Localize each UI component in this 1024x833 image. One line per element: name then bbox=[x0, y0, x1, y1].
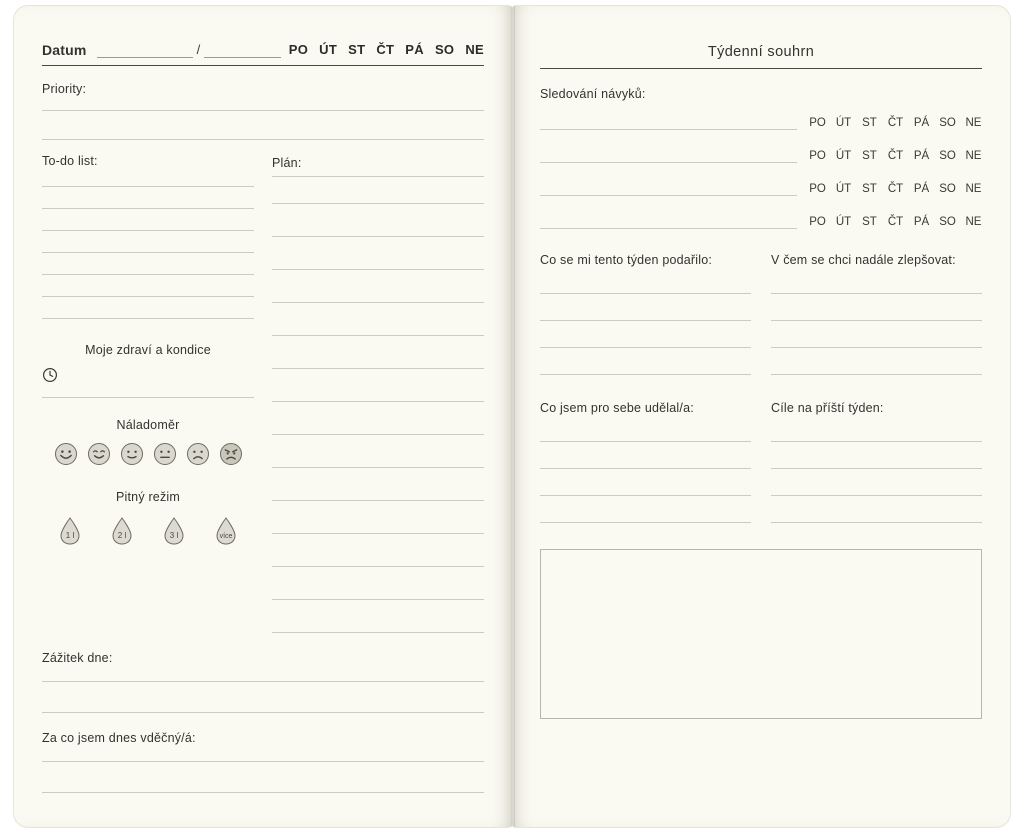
weekday-so[interactable]: SO bbox=[434, 42, 455, 57]
self-care-line[interactable] bbox=[540, 468, 751, 469]
habit-day-so[interactable]: SO bbox=[939, 117, 956, 129]
health-title: Moje zdraví a kondice bbox=[85, 343, 211, 357]
date-separator: / bbox=[196, 42, 201, 57]
priorities-line[interactable] bbox=[42, 139, 484, 140]
water-title: Pitný režim bbox=[115, 490, 181, 504]
svg-text:2 l: 2 l bbox=[117, 531, 127, 540]
achievements-line[interactable] bbox=[540, 293, 751, 294]
habit-day-po[interactable]: PO bbox=[809, 117, 826, 129]
habit-row[interactable] bbox=[540, 150, 982, 163]
habit-day-ct[interactable]: ČT bbox=[887, 117, 904, 129]
habit-row[interactable] bbox=[540, 183, 982, 196]
habit-day-ct[interactable]: ČT bbox=[887, 150, 904, 162]
mood-scale[interactable] bbox=[42, 442, 254, 466]
habit-row[interactable] bbox=[540, 216, 982, 229]
plan-line[interactable] bbox=[272, 500, 484, 501]
reflection-top-columns bbox=[540, 253, 982, 375]
plan-line[interactable] bbox=[272, 269, 484, 270]
experience-label: Zážitek dne: bbox=[42, 651, 113, 665]
face-neutral-icon[interactable] bbox=[153, 442, 177, 466]
achievements-label: Co se mi tento týden podařilo: bbox=[540, 253, 713, 267]
svg-text:více: více bbox=[219, 533, 233, 540]
weekday-ut[interactable]: ÚT bbox=[319, 42, 338, 57]
weekday-po[interactable]: PO bbox=[288, 42, 309, 57]
habit-day-ne[interactable]: NE bbox=[965, 150, 982, 162]
habit-day-ut[interactable]: ÚT bbox=[835, 216, 852, 228]
improvements-line[interactable] bbox=[771, 293, 982, 294]
todo-label: To-do list: bbox=[42, 154, 98, 168]
achievements-line[interactable] bbox=[540, 320, 751, 321]
plan-line[interactable] bbox=[272, 368, 484, 369]
plan-line[interactable] bbox=[272, 236, 484, 237]
date-header-underline bbox=[42, 65, 484, 66]
habit-day-st[interactable]: ST bbox=[862, 150, 877, 162]
improvements-line[interactable] bbox=[771, 320, 982, 321]
priorities-lines[interactable] bbox=[42, 110, 484, 140]
todo-line[interactable] bbox=[42, 274, 254, 275]
water-drop-2l-icon[interactable] bbox=[109, 516, 135, 551]
experience-line[interactable] bbox=[42, 681, 484, 682]
self-care-line[interactable] bbox=[540, 495, 751, 496]
left-page-content bbox=[14, 6, 512, 827]
next-week-goals-line[interactable] bbox=[771, 522, 982, 523]
weekly-summary-title: Týdenní souhrn bbox=[707, 44, 815, 60]
improvements-line[interactable] bbox=[771, 374, 982, 375]
date-day-field[interactable] bbox=[97, 43, 193, 58]
svg-text:3 l: 3 l bbox=[169, 531, 179, 540]
face-sad-icon[interactable] bbox=[186, 442, 210, 466]
habit-day-ne[interactable]: NE bbox=[965, 117, 982, 129]
next-week-goals-line[interactable] bbox=[771, 468, 982, 469]
habit-name-field[interactable] bbox=[540, 150, 797, 163]
habit-day-ne[interactable]: NE bbox=[965, 183, 982, 195]
spread bbox=[14, 6, 1010, 827]
date-label: Datum bbox=[42, 42, 87, 58]
habit-day-pa[interactable]: PÁ bbox=[913, 216, 930, 228]
experience-line[interactable] bbox=[42, 712, 484, 713]
plan-line[interactable] bbox=[272, 335, 484, 336]
habit-day-ne[interactable]: NE bbox=[965, 216, 982, 228]
water-tracker[interactable] bbox=[42, 516, 254, 551]
plan-line[interactable] bbox=[272, 599, 484, 600]
todo-line[interactable] bbox=[42, 230, 254, 231]
todo-line[interactable] bbox=[42, 186, 254, 187]
weekday-pa[interactable]: PÁ bbox=[405, 42, 424, 57]
weekday-ct[interactable]: ČT bbox=[376, 42, 395, 57]
next-week-goals-line[interactable] bbox=[771, 495, 982, 496]
habit-day-po[interactable]: PO bbox=[809, 216, 826, 228]
clock-icon bbox=[42, 367, 254, 388]
habit-day-checkboxes[interactable] bbox=[809, 216, 982, 229]
water-drop-more-icon[interactable] bbox=[213, 516, 239, 551]
habit-row[interactable] bbox=[540, 117, 982, 130]
plan-column bbox=[272, 154, 484, 633]
achievements-column bbox=[540, 253, 751, 375]
habit-day-st[interactable]: ST bbox=[862, 183, 877, 195]
next-week-goals-line[interactable] bbox=[771, 441, 982, 442]
gratitude-line[interactable] bbox=[42, 792, 484, 793]
face-angry-icon[interactable] bbox=[219, 442, 243, 466]
todo-line[interactable] bbox=[42, 318, 254, 319]
date-month-field[interactable] bbox=[204, 43, 281, 58]
plan-line[interactable] bbox=[272, 401, 484, 402]
weekday-st[interactable]: ST bbox=[348, 42, 366, 57]
improvements-label: V čem se chci nadále zlepšovat: bbox=[771, 253, 956, 267]
todo-line[interactable] bbox=[42, 252, 254, 253]
water-drop-1l-icon[interactable] bbox=[57, 516, 83, 551]
plan-line[interactable] bbox=[272, 566, 484, 567]
self-care-line[interactable] bbox=[540, 522, 751, 523]
todo-line[interactable] bbox=[42, 296, 254, 297]
habit-day-ct[interactable]: ČT bbox=[887, 216, 904, 228]
habit-day-st[interactable]: ST bbox=[862, 117, 877, 129]
habit-day-pa[interactable]: PÁ bbox=[913, 150, 930, 162]
habit-day-po[interactable]: PO bbox=[809, 150, 826, 162]
gratitude-line[interactable] bbox=[42, 761, 484, 762]
face-slight-smile-icon[interactable] bbox=[120, 442, 144, 466]
weekday-ne[interactable]: NE bbox=[465, 42, 484, 57]
improvements-line[interactable] bbox=[771, 347, 982, 348]
next-week-goals-column bbox=[771, 401, 982, 523]
habit-day-so[interactable]: SO bbox=[939, 216, 956, 228]
habits-label: Sledování návyků: bbox=[540, 87, 646, 101]
habit-name-field[interactable] bbox=[540, 117, 797, 130]
next-week-goals-label: Cíle na příští týden: bbox=[771, 401, 884, 415]
gratitude-label: Za co jsem dnes vděčný/á: bbox=[42, 731, 196, 745]
achievements-line[interactable] bbox=[540, 347, 751, 348]
plan-label: Plán: bbox=[272, 156, 302, 170]
notes-box[interactable] bbox=[540, 549, 982, 719]
priorities-line[interactable] bbox=[42, 110, 484, 111]
improvements-column bbox=[771, 253, 982, 375]
plan-line[interactable] bbox=[272, 203, 484, 204]
right-page bbox=[512, 6, 1010, 827]
habit-day-checkboxes[interactable] bbox=[809, 150, 982, 163]
achievements-line[interactable] bbox=[540, 374, 751, 375]
health-line[interactable] bbox=[42, 397, 254, 398]
plan-line[interactable] bbox=[272, 632, 484, 633]
svg-text:1 l: 1 l bbox=[65, 531, 75, 540]
plan-line[interactable] bbox=[272, 467, 484, 468]
priorities-label: Priority: bbox=[42, 82, 87, 96]
book-gutter bbox=[511, 6, 515, 827]
habit-day-checkboxes[interactable] bbox=[809, 117, 982, 130]
plan-lines[interactable] bbox=[272, 203, 484, 633]
habit-day-st[interactable]: ST bbox=[862, 216, 877, 228]
mood-title: Náladoměr bbox=[116, 418, 180, 432]
todo-plan-columns bbox=[42, 154, 484, 633]
plan-line[interactable] bbox=[272, 434, 484, 435]
reflection-bottom-columns bbox=[540, 401, 982, 523]
plan-line[interactable] bbox=[272, 302, 484, 303]
self-care-line[interactable] bbox=[540, 441, 751, 442]
habit-day-so[interactable]: SO bbox=[939, 183, 956, 195]
todo-line[interactable] bbox=[42, 208, 254, 209]
self-care-label: Co jsem pro sebe udělal/a: bbox=[540, 401, 694, 415]
habit-day-ut[interactable]: ÚT bbox=[835, 150, 852, 162]
weekly-summary-underline bbox=[540, 68, 982, 69]
habit-day-so[interactable]: SO bbox=[939, 150, 956, 162]
self-care-column bbox=[540, 401, 751, 523]
right-page-content bbox=[512, 6, 1010, 827]
habit-day-po[interactable]: PO bbox=[809, 183, 826, 195]
water-drop-3l-icon[interactable] bbox=[161, 516, 187, 551]
habit-name-field[interactable] bbox=[540, 183, 797, 196]
todo-column bbox=[42, 154, 254, 633]
plan-line[interactable] bbox=[272, 533, 484, 534]
face-very-happy-icon[interactable] bbox=[54, 442, 78, 466]
habit-day-checkboxes[interactable] bbox=[809, 183, 982, 196]
weekday-selector[interactable] bbox=[289, 42, 484, 58]
face-happy-icon[interactable] bbox=[87, 442, 111, 466]
plan-title-line[interactable] bbox=[272, 176, 484, 177]
left-page bbox=[14, 6, 512, 827]
todo-lines[interactable] bbox=[42, 186, 254, 319]
habit-name-field[interactable] bbox=[540, 216, 797, 229]
habit-day-ut[interactable]: ÚT bbox=[835, 117, 852, 129]
habit-day-pa[interactable]: PÁ bbox=[913, 117, 930, 129]
habit-day-ut[interactable]: ÚT bbox=[835, 183, 852, 195]
date-row bbox=[42, 42, 484, 58]
habit-day-ct[interactable]: ČT bbox=[887, 183, 904, 195]
habit-day-pa[interactable]: PÁ bbox=[913, 183, 930, 195]
